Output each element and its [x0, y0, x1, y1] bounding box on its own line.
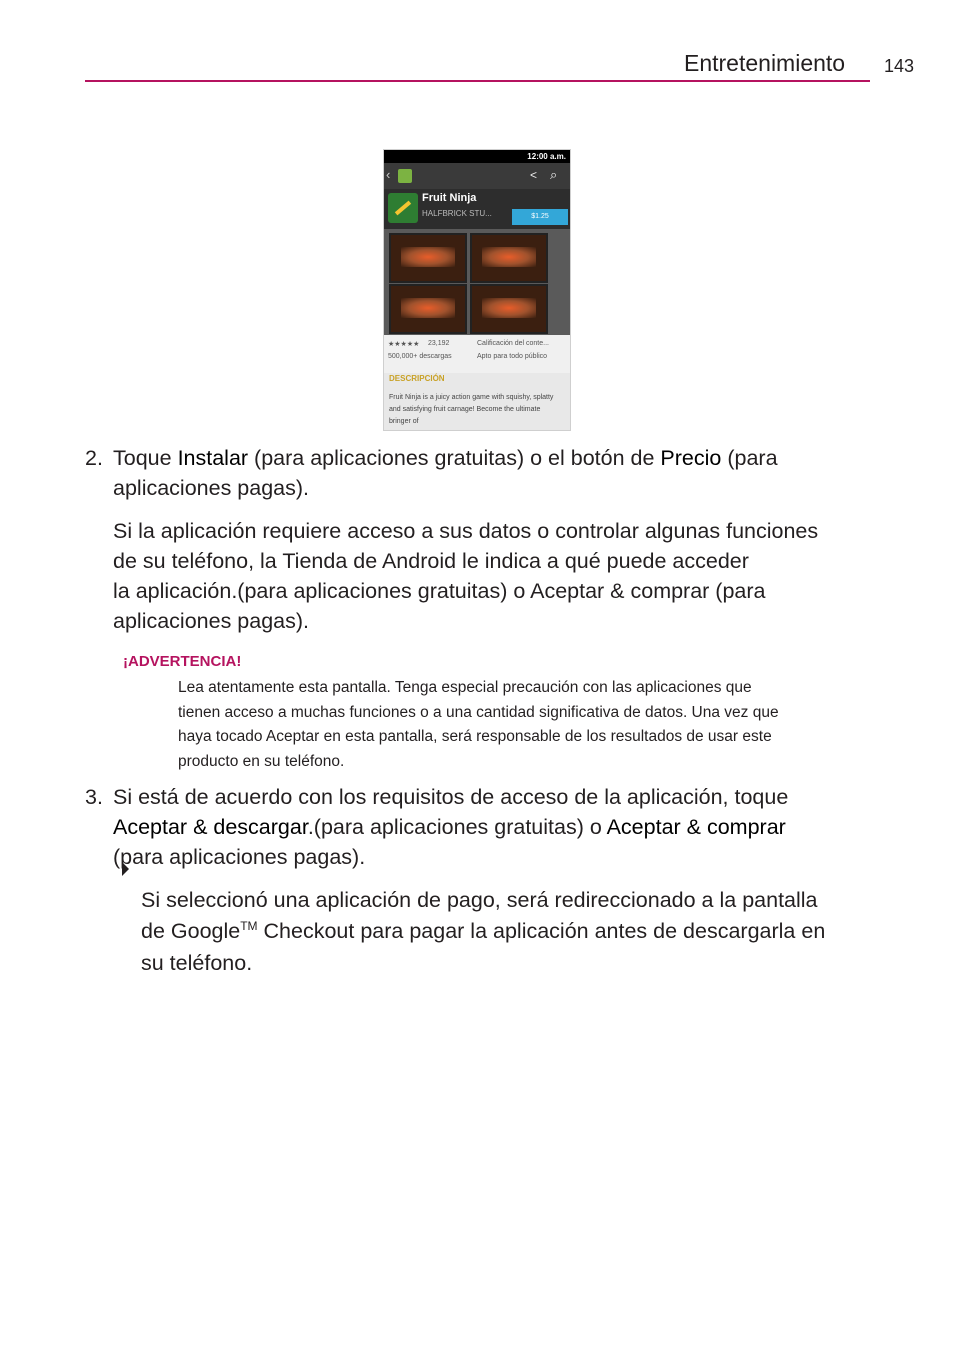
- warning-heading: ¡ADVERTENCIA!: [123, 653, 242, 670]
- status-bar: [384, 150, 570, 163]
- step-3-number: 3.: [85, 785, 103, 809]
- step-2-text-c: (para: [721, 446, 778, 470]
- page-number: 143: [884, 56, 915, 76]
- step-3-line1: Si está de acuerdo con los requisitos de acceso de la aplicación, toque: [113, 785, 789, 809]
- screenshot-thumb: [470, 233, 548, 283]
- warning-line: Lea atentamente esta pantalla. Tenga especial precaución con las aplicaciones que: [178, 679, 752, 696]
- header-title: Entretenimiento: [684, 50, 846, 76]
- screenshots: [384, 229, 570, 335]
- warning-line: producto en su teléfono.: [178, 752, 345, 770]
- app-meta: [384, 335, 570, 373]
- downloads: 500,000+ descargas: [388, 353, 452, 360]
- bullet-line3: su teléfono.: [141, 951, 253, 975]
- step-2-para-line4: aplicaciones pagas).: [113, 609, 310, 633]
- trademark: TM: [240, 918, 258, 933]
- instalar-label: Instalar: [177, 446, 249, 470]
- step-2-line2: aplicaciones pagas).: [113, 476, 310, 500]
- warning-line: tienen acceso a muchas funciones o a una cantidad significativa de datos. Una vez que: [178, 703, 779, 721]
- screenshot-thumb: [389, 284, 467, 334]
- step-2-para-line3: la aplicación.(para aplicaciones gratuitas) o Aceptar & comprar (para: [113, 579, 766, 603]
- bullet-line2: [141, 916, 825, 946]
- warning-text: [178, 676, 868, 774]
- step-2-para-line2: de su teléfono, la Tienda de Android le indica a qué puede acceder: [113, 549, 749, 573]
- step-2-line1: [113, 443, 778, 473]
- app-developer: HALFBRICK STU...: [422, 209, 492, 218]
- price-button: $1.25: [512, 209, 568, 225]
- rating-count: 23,192: [428, 340, 450, 347]
- aceptar-descargar-label: Aceptar & descargar: [113, 815, 308, 839]
- bullet-arrow-icon: [122, 862, 129, 876]
- app-header: [384, 189, 570, 229]
- app-name: Fruit Ninja: [422, 192, 477, 204]
- rating-stars-icon: ★★★★★: [388, 341, 420, 348]
- step-2-number: 2.: [85, 446, 103, 470]
- search-icon: ⌕: [550, 167, 558, 182]
- play-store-icon: [398, 169, 412, 183]
- app-icon: [388, 193, 418, 223]
- description-text: Fruit Ninja is a juicy action game with squishy, splatty and satisfying fruit carnage! Become the ultimate bringer of: [389, 394, 554, 425]
- screenshot-thumb: [389, 233, 467, 283]
- step-2-para-line1: Si la aplicación requiere acceso a sus datos o controlar algunas funciones: [113, 519, 819, 543]
- audience: Apto para todo público: [477, 353, 548, 360]
- share-icon: <: [530, 168, 538, 182]
- warning-line: haya tocado Aceptar en esta pantalla, será responsable de los resultados de usar este: [178, 728, 772, 745]
- precio-label: Precio: [660, 446, 722, 470]
- header-rule: [85, 80, 870, 82]
- step-2-text-a: Toque: [113, 446, 178, 470]
- phone-screenshot: [383, 149, 571, 431]
- status-time: 12:00 a.m.: [527, 152, 566, 161]
- bullet-line1: Si seleccionó una aplicación de pago, será redireccionado a la pantalla: [141, 888, 818, 912]
- step-3-mid: .(para aplicaciones gratuitas) o: [307, 815, 607, 839]
- step-3-line3: (para aplicaciones pagas).: [113, 845, 366, 869]
- step-2-text-b: (para aplicaciones gratuitas) o el botón de: [248, 446, 661, 470]
- app-bar: [384, 163, 570, 189]
- bullet-google: de Google: [141, 919, 241, 943]
- step-3-line2: [113, 812, 786, 842]
- bullet-line2-rest: Checkout para pagar la aplicación antes de descargarla en: [257, 919, 826, 943]
- description-heading: DESCRIPCIÓN: [389, 374, 445, 383]
- aceptar-comprar-label: Aceptar & comprar: [606, 815, 786, 839]
- back-icon: ‹: [386, 167, 391, 182]
- screenshot-thumb: [470, 284, 548, 334]
- rating-label: Calificación del conte...: [477, 340, 549, 347]
